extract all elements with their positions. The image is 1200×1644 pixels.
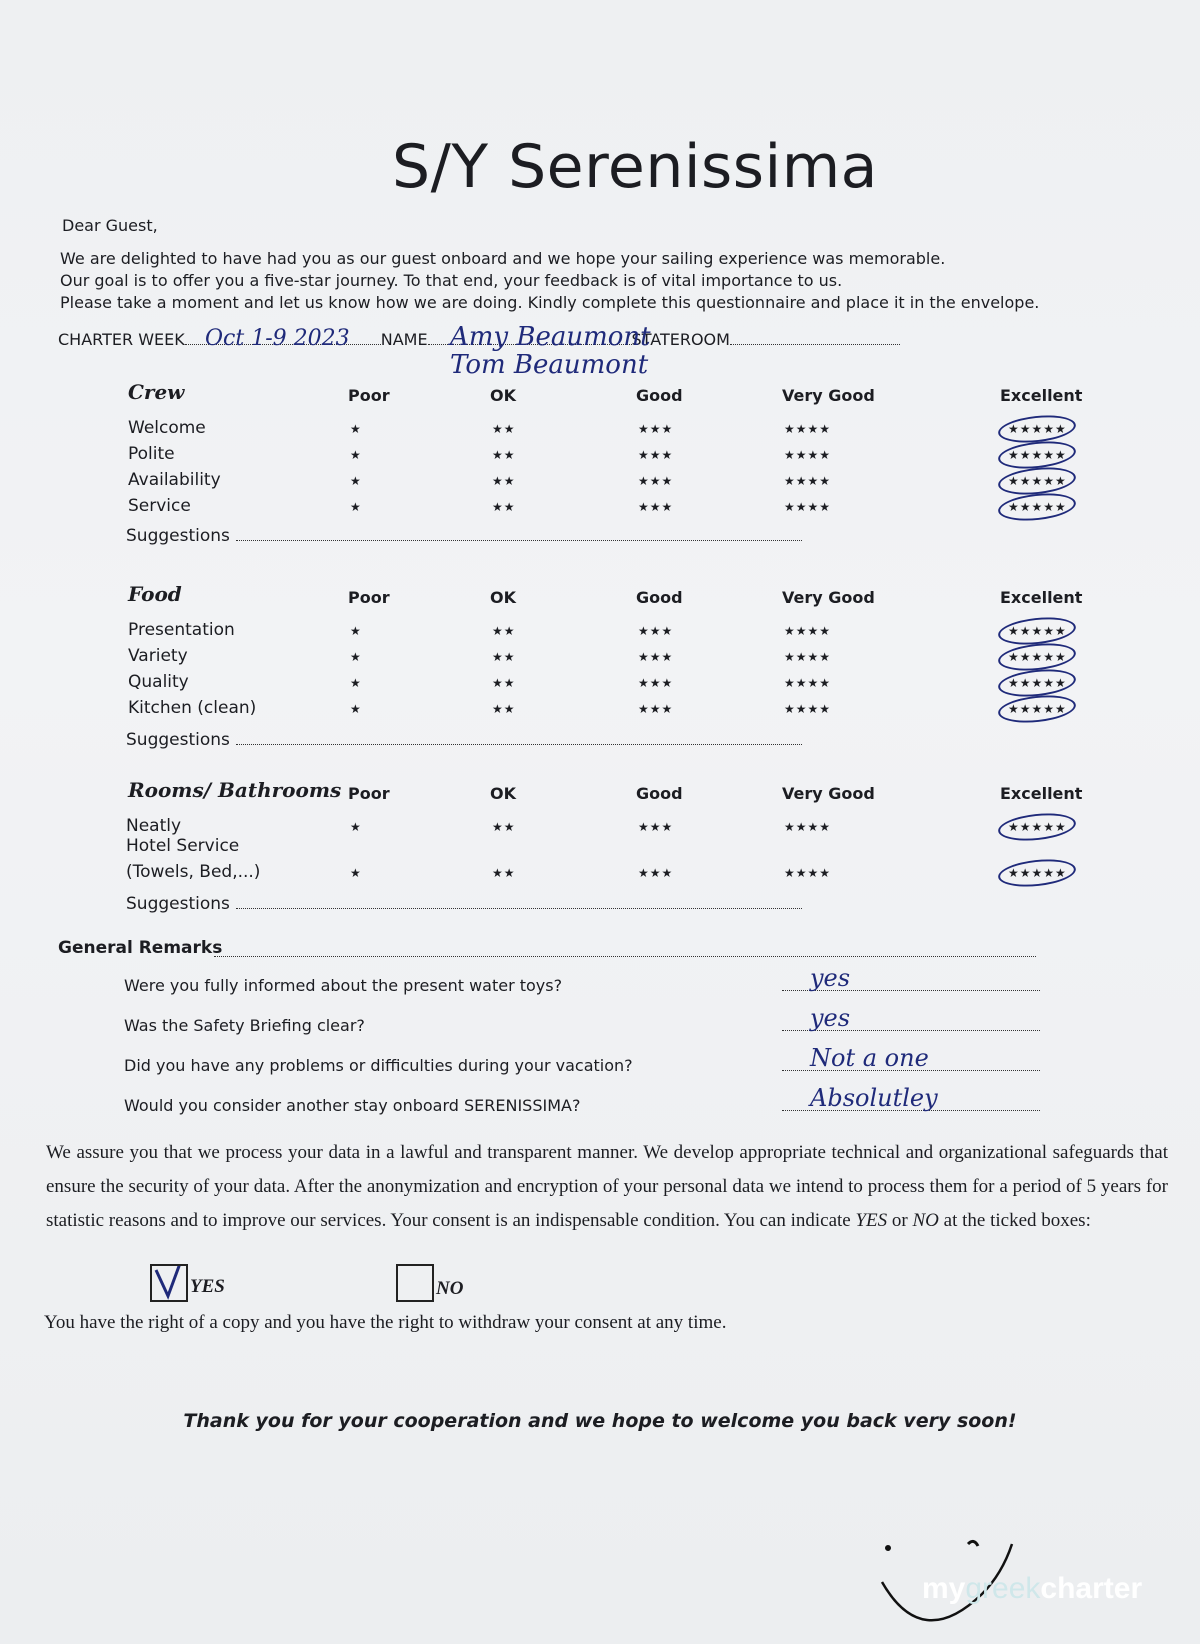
star-rating-option[interactable]: ★★★★ xyxy=(784,866,832,880)
privacy-notice xyxy=(46,1136,1168,1238)
suggestions-field[interactable] xyxy=(236,540,802,541)
rating-column-header: Poor xyxy=(348,784,390,803)
star-rating-option[interactable]: ★★★ xyxy=(638,474,674,488)
rating-row-label: Polite xyxy=(128,444,175,464)
star-rating-option[interactable]: ★★★★ xyxy=(784,500,832,514)
rating-column-header: Very Good xyxy=(782,386,875,405)
star-rating-option[interactable]: ★★ xyxy=(492,624,516,638)
star-rating-option[interactable]: ★★★ xyxy=(638,448,674,462)
rating-column-header: Poor xyxy=(348,386,390,405)
star-rating-option[interactable]: ★★★ xyxy=(638,500,674,514)
star-rating-option[interactable]: ★★★★ xyxy=(784,676,832,690)
star-rating-option[interactable]: ★★★★★ xyxy=(1008,474,1067,488)
watermark-part-charter: charter xyxy=(1040,1572,1143,1605)
intro-line: Our goal is to offer you a five-star journey. To that end, your feedback is of vital importance to us. xyxy=(60,271,843,290)
rating-column-header: Good xyxy=(636,784,683,803)
suggestions-label: Suggestions xyxy=(126,730,230,750)
watermark-part-my: my xyxy=(922,1572,966,1605)
star-rating-option[interactable]: ★ xyxy=(350,676,362,690)
rating-row-label: Quality xyxy=(128,672,189,692)
rating-row-label: Hotel Service xyxy=(126,836,240,856)
star-rating-option[interactable]: ★★★★ xyxy=(784,702,832,716)
rating-column-header: OK xyxy=(490,784,516,803)
star-rating-option[interactable]: ★ xyxy=(350,474,362,488)
star-rating-option[interactable]: ★ xyxy=(350,702,362,716)
rating-column-header: Good xyxy=(636,588,683,607)
star-rating-option[interactable]: ★ xyxy=(350,650,362,664)
star-rating-option[interactable]: ★★★★★ xyxy=(1008,702,1067,716)
crew-section-title: Crew xyxy=(128,380,185,404)
rating-row-label: Welcome xyxy=(128,418,206,438)
consent-yes-label: YES xyxy=(190,1276,225,1297)
star-rating-option[interactable]: ★★★★★ xyxy=(1008,624,1067,638)
consent-no-label: NO xyxy=(436,1278,464,1299)
rating-column-header: Excellent xyxy=(1000,588,1083,607)
no-word: NO xyxy=(912,1210,939,1231)
selected-rating-circle xyxy=(997,810,1077,844)
star-rating-option[interactable]: ★★★ xyxy=(638,820,674,834)
consent-yes-checkbox[interactable] xyxy=(150,1264,188,1302)
star-rating-option[interactable]: ★★★ xyxy=(638,702,674,716)
general-question: Were you fully informed about the present water toys? xyxy=(124,976,563,995)
or-word: or xyxy=(887,1210,913,1231)
star-rating-option[interactable]: ★ xyxy=(350,624,362,638)
thank-you-note: Thank you for your cooperation and we hope to welcome you back very soon! xyxy=(183,1410,1017,1432)
star-rating-option[interactable]: ★★★★★ xyxy=(1008,820,1067,834)
selected-rating-circle xyxy=(997,490,1077,524)
general-question: Was the Safety Briefing clear? xyxy=(124,1016,365,1035)
rooms-section-title: Rooms/ Bathrooms xyxy=(128,778,342,802)
rating-row-label: Kitchen (clean) xyxy=(128,698,257,718)
star-rating-option[interactable]: ★★ xyxy=(492,448,516,462)
general-question: Did you have any problems or difficulties during your vacation? xyxy=(124,1056,633,1075)
star-rating-option[interactable]: ★★★★★ xyxy=(1008,448,1067,462)
general-remarks-title: General Remarks xyxy=(58,938,223,958)
name-label: NAME xyxy=(380,330,428,349)
star-rating-option[interactable]: ★★ xyxy=(492,866,516,880)
star-rating-option[interactable]: ★★★★★ xyxy=(1008,422,1067,436)
star-rating-option[interactable]: ★★ xyxy=(492,820,516,834)
star-rating-option[interactable]: ★ xyxy=(350,866,362,880)
handwritten-answer: yes xyxy=(810,964,851,992)
rating-column-header: Poor xyxy=(348,588,390,607)
star-rating-option[interactable]: ★★★★ xyxy=(784,474,832,488)
star-rating-option[interactable]: ★★★★ xyxy=(784,448,832,462)
yes-word: YES xyxy=(855,1210,888,1231)
star-rating-option[interactable]: ★★ xyxy=(492,500,516,514)
rating-row-label: Variety xyxy=(128,646,188,666)
star-rating-option[interactable]: ★★★ xyxy=(638,624,674,638)
suggestions-field[interactable] xyxy=(236,744,802,745)
star-rating-option[interactable]: ★★ xyxy=(492,422,516,436)
star-rating-option[interactable]: ★★★★★ xyxy=(1008,676,1067,690)
selected-rating-circle xyxy=(997,856,1077,890)
handwritten-answer: Absolutley xyxy=(810,1084,938,1112)
check-mark-icon xyxy=(152,1266,186,1300)
star-rating-option[interactable]: ★★★ xyxy=(638,866,674,880)
greeting: Dear Guest, xyxy=(62,216,158,235)
rating-row-label: Service xyxy=(128,496,191,516)
star-rating-option[interactable]: ★ xyxy=(350,422,362,436)
rating-column-header: OK xyxy=(490,386,516,405)
star-rating-option[interactable]: ★★★★★ xyxy=(1008,866,1067,880)
star-rating-option[interactable]: ★★★ xyxy=(638,650,674,664)
star-rating-option[interactable]: ★★ xyxy=(492,676,516,690)
charter-week-value: Oct 1-9 2023 xyxy=(205,326,350,351)
rating-row-label: Presentation xyxy=(128,620,235,640)
rating-row-label: (Towels, Bed,...) xyxy=(126,862,261,882)
charter-week-label: CHARTER WEEK xyxy=(58,330,185,349)
star-rating-option[interactable]: ★ xyxy=(350,820,362,834)
rating-column-header: Good xyxy=(636,386,683,405)
suggestions-field[interactable] xyxy=(236,908,802,909)
star-rating-option[interactable]: ★★★★ xyxy=(784,624,832,638)
star-rating-option[interactable]: ★★ xyxy=(492,650,516,664)
star-rating-option[interactable]: ★★★★ xyxy=(784,422,832,436)
star-rating-option[interactable]: ★★★★ xyxy=(784,820,832,834)
stateroom-label: STATEROOM xyxy=(631,330,730,349)
star-rating-option[interactable]: ★ xyxy=(350,448,362,462)
name-value: Amy Beaumont xyxy=(450,322,651,352)
intro-line: Please take a moment and let us know how we are doing. Kindly complete this questionnaire and place it in the envelope. xyxy=(60,293,1040,312)
privacy-text: We assure you that we process your data in a lawful and transparent manner. We develop appropriate technical and organizational safeguards that ensure the security of your data. After the anonymization and encryption of your personal data we intend to process them for a period of 5 years for statistic reasons and to improve our services. Your consent is an indispensable condition. You can indicate xyxy=(46,1142,1168,1231)
star-rating-option[interactable]: ★★★★★ xyxy=(1008,650,1067,664)
rating-column-header: Excellent xyxy=(1000,784,1083,803)
star-rating-option[interactable]: ★★ xyxy=(492,474,516,488)
rating-column-header: Very Good xyxy=(782,784,875,803)
consent-no-checkbox[interactable] xyxy=(396,1264,434,1302)
general-question: Would you consider another stay onboard SERENISSIMA? xyxy=(124,1096,581,1115)
watermark-part-greek: greek xyxy=(965,1572,1041,1605)
star-rating-option[interactable]: ★ xyxy=(350,500,362,514)
privacy-text-end: at the ticked boxes: xyxy=(938,1210,1091,1231)
rights-notice: You have the right of a copy and you have the right to withdraw your consent at any time. xyxy=(44,1312,727,1333)
selected-rating-circle xyxy=(997,692,1077,726)
stateroom-field[interactable] xyxy=(730,330,900,345)
rating-row-label: Availability xyxy=(128,470,221,490)
intro-text xyxy=(60,248,1039,314)
handwritten-answer: yes xyxy=(810,1004,851,1032)
brand-watermark xyxy=(922,1572,1142,1606)
rating-column-header: Excellent xyxy=(1000,386,1083,405)
star-rating-option[interactable]: ★★★★ xyxy=(784,650,832,664)
suggestions-label: Suggestions xyxy=(126,894,230,914)
suggestions-label: Suggestions xyxy=(126,526,230,546)
star-rating-option[interactable]: ★★★ xyxy=(638,422,674,436)
name-value-second: Tom Beaumont xyxy=(450,350,649,380)
star-rating-option[interactable]: ★★★★★ xyxy=(1008,500,1067,514)
rating-column-header: OK xyxy=(490,588,516,607)
rating-column-header: Very Good xyxy=(782,588,875,607)
handwritten-answer: Not a one xyxy=(810,1044,929,1072)
rating-row-label: Neatly xyxy=(126,816,182,836)
star-rating-option[interactable]: ★★★ xyxy=(638,676,674,690)
page-title: S/Y Serenissima xyxy=(392,132,878,202)
food-section-title: Food xyxy=(128,582,182,606)
general-remarks-line xyxy=(214,956,1036,957)
intro-line: We are delighted to have had you as our guest onboard and we hope your sailing experience was memorable. xyxy=(60,249,946,268)
star-rating-option[interactable]: ★★ xyxy=(492,702,516,716)
